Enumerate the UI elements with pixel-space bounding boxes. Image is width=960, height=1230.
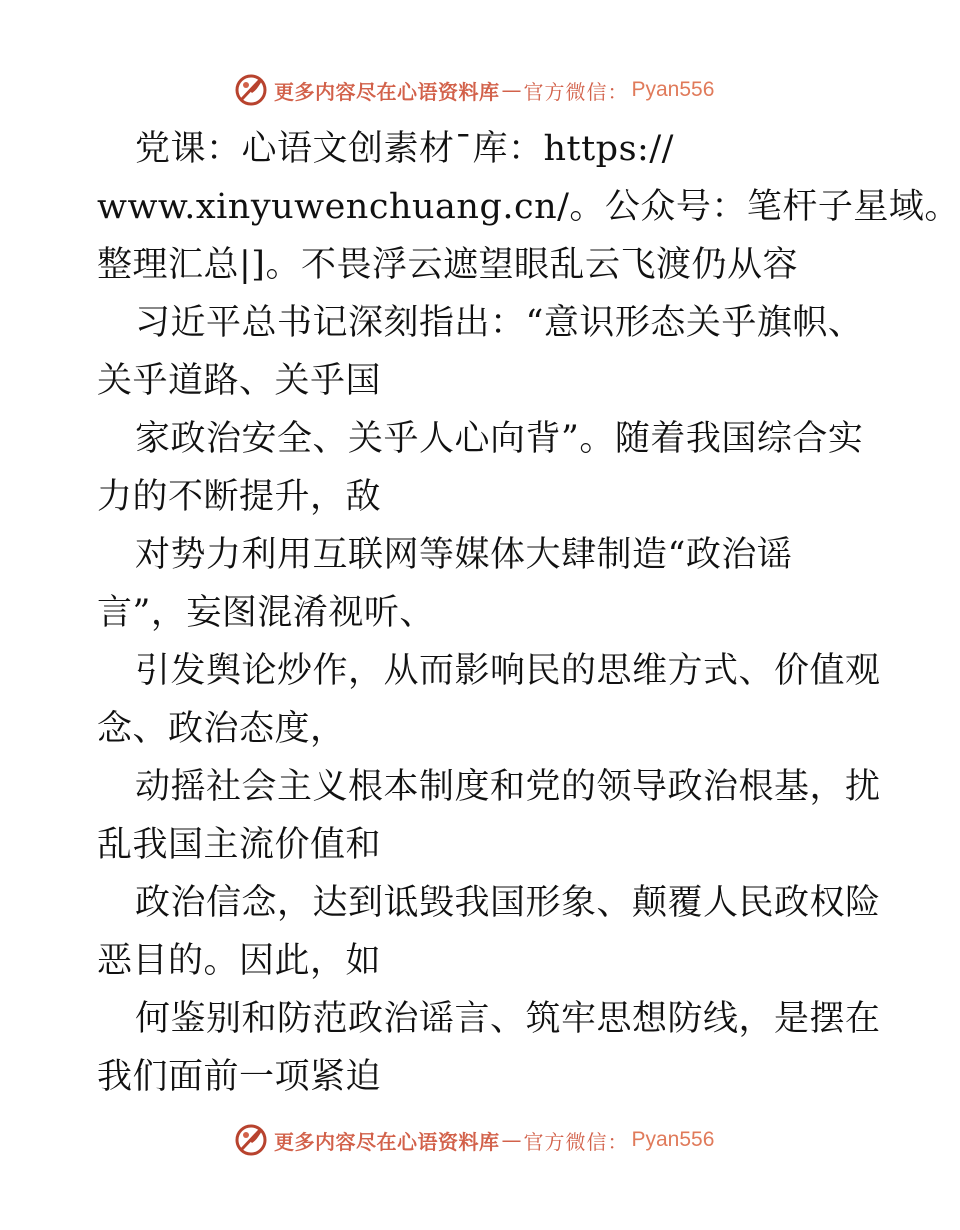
- watermark-wechat-id: Pyan556: [631, 1128, 715, 1151]
- text-line: 力的不断提升，敌: [97, 477, 382, 517]
- text-line: 整理汇总|]。不畏浮云遮望眼乱云飞渡仍从容: [97, 245, 798, 285]
- watermark-dash: —: [501, 78, 522, 102]
- watermark-dash: —: [501, 1128, 522, 1152]
- text-line: 何鉴别和防范政治谣言、筑牢思想防线，是摆在: [135, 999, 881, 1039]
- watermark-wechat-label: 官方微信: [523, 79, 608, 104]
- text-line: 对势力利用互联网等媒体大肆制造“政治谣: [135, 535, 793, 575]
- quill-seal-icon: [234, 73, 268, 107]
- watermark-text: 更多内容尽在心语资料库: [274, 79, 500, 104]
- text-line: 习近平总书记深刻指出：“意识形态关乎旗帜、: [135, 303, 864, 343]
- watermark-colon: ：: [607, 79, 628, 104]
- document-body: [97, 120, 960, 1106]
- watermark-wechat-label: 官方微信: [523, 1129, 608, 1154]
- watermark-colon: ：: [607, 1129, 628, 1154]
- text-line: 引发舆论炒作，从而影响民的思维方式、价值观: [135, 651, 881, 691]
- text-line: 动摇社会主义根本制度和党的领导政治根基，扰: [135, 767, 881, 807]
- text-line: 家政治安全、关乎人心向背”。随着我国综合实: [135, 419, 864, 459]
- text-line: 政治信念，达到诋毁我国形象、颠覆人民政权险: [135, 883, 881, 923]
- text-line: 我们面前一项紧迫: [97, 1057, 382, 1097]
- text-line: 党课：心语文创素材¯库：https://: [135, 129, 674, 169]
- header-watermark: [234, 72, 714, 108]
- quill-seal-icon: [234, 1123, 268, 1157]
- text-line: 关乎道路、关乎国: [97, 361, 382, 401]
- text-line: 恶目的。因此，如: [97, 941, 382, 981]
- watermark-wechat-id: Pyan556: [631, 78, 715, 101]
- watermark-text: 更多内容尽在心语资料库: [274, 1129, 500, 1154]
- text-line: 乱我国主流价值和: [97, 825, 382, 865]
- text-line: 念、政治态度，: [97, 709, 346, 749]
- footer-watermark: [234, 1122, 714, 1158]
- text-line: 言”，妄图混淆视听、: [97, 593, 435, 633]
- text-line: www.xinyuwenchuang.cn/。公众号：笔杆子星域。: [97, 187, 960, 227]
